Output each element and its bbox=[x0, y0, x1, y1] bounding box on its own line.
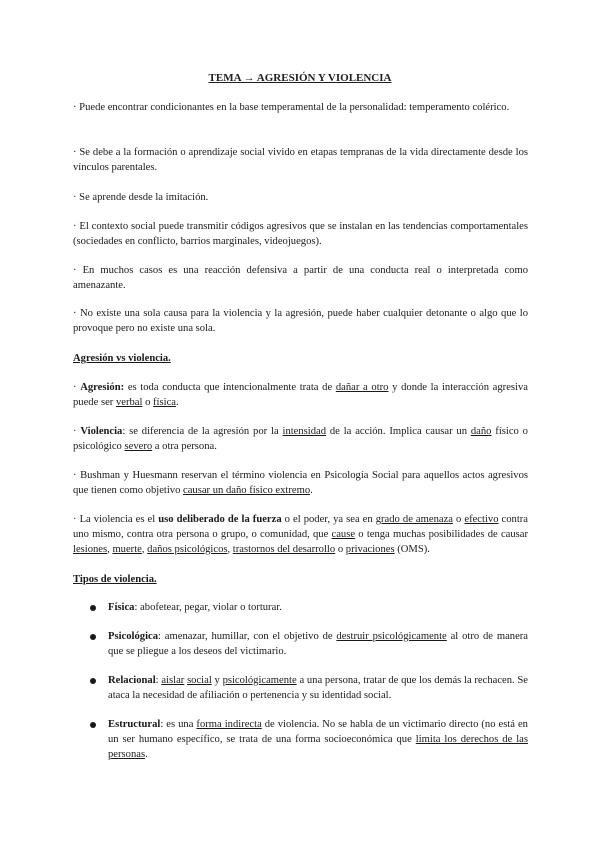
term: Relacional bbox=[108, 675, 156, 686]
section-heading-agresion-vs-violencia: Agresión vs violencia. bbox=[73, 353, 171, 364]
underlined-text: dañar a otro bbox=[335, 382, 389, 393]
definition-violencia bbox=[73, 424, 528, 454]
term: Psicológica bbox=[108, 631, 159, 642]
underlined-text: privaciones bbox=[345, 544, 395, 555]
text: contra uno mismo, contra otra persona o grupo, o comunidad, que bbox=[73, 514, 529, 540]
term: Estructural bbox=[108, 719, 161, 730]
list-item-relacional bbox=[108, 673, 528, 703]
text: o bbox=[142, 397, 154, 408]
underlined-text: social bbox=[187, 675, 212, 686]
underlined-text: efectivo bbox=[464, 514, 499, 525]
section-heading-tipos-de-violencia: Tipos de violencia. bbox=[73, 574, 157, 585]
bullet-icon bbox=[90, 678, 96, 684]
bullet-icon bbox=[90, 722, 96, 728]
bullet-icon bbox=[90, 634, 96, 640]
text: : amenazar, humillar, con el objetivo de bbox=[158, 631, 337, 642]
underlined-text: destruir psicológicamente bbox=[336, 631, 447, 642]
text: , bbox=[107, 544, 113, 555]
underlined-text: daño bbox=[470, 426, 492, 437]
text: , bbox=[141, 544, 148, 555]
underlined-text: física bbox=[153, 397, 176, 408]
text: · La violencia es el bbox=[73, 514, 159, 525]
text: o bbox=[452, 514, 465, 525]
oms-definition-paragraph bbox=[73, 512, 528, 557]
text: (OMS). bbox=[394, 544, 430, 555]
underlined-text: verbal bbox=[115, 397, 143, 408]
underlined-text: aislar bbox=[161, 675, 185, 686]
text: es toda conducta que intencionalmente trata de bbox=[124, 382, 336, 393]
term: Física bbox=[108, 602, 135, 613]
intro-paragraph-2: · Se debe a la formación o aprendizaje social vivido en etapas tempranas de la vida directamente desde los vínculos parentales. bbox=[73, 147, 528, 173]
intro-paragraph-5: · En muchos casos es una reacción defensiva a partir de una conducta real o interpretada como amenazante. bbox=[73, 265, 528, 291]
text: : abofetear, pegar, violar o torturar. bbox=[134, 602, 282, 613]
bushman-huesmann-paragraph bbox=[73, 468, 528, 498]
text: , bbox=[227, 544, 233, 555]
underlined-text: muerte bbox=[112, 544, 142, 555]
list-item-fisica bbox=[108, 600, 528, 615]
term: Agresión: bbox=[80, 382, 125, 393]
text: o bbox=[335, 544, 346, 555]
bold-text: uso deliberado de la fuerza bbox=[158, 514, 282, 525]
underlined-text: daños psicológicos bbox=[147, 544, 228, 555]
underlined-text: limita los derechos de las personas bbox=[108, 734, 528, 760]
text: . bbox=[175, 397, 179, 408]
underlined-text: trastornos del desarrollo bbox=[232, 544, 336, 555]
text: : bbox=[155, 675, 162, 686]
list-item-estructural bbox=[108, 717, 528, 762]
intro-paragraph-6: · No existe una sola causa para la violencia y la agresión, puede haber cualquier detonante o algo que lo provoque pero no existe una sola. bbox=[73, 308, 528, 334]
text: al otro de manera que se pliegue a los deseos del victimario. bbox=[108, 631, 529, 657]
text: físico o psicológico bbox=[73, 426, 528, 452]
text: · bbox=[73, 382, 81, 393]
text: : es una bbox=[160, 719, 197, 730]
intro-paragraph-3: · Se aprende desde la imitación. bbox=[73, 192, 209, 203]
intro-paragraph-4: · El contexto social puede transmitir códigos agresivos que se instalan en las tendencias comportamentales (sociedades en conflicto, barrios marginales, videojuegos). bbox=[73, 221, 528, 247]
text: . bbox=[310, 485, 313, 496]
intro-paragraph-1: · Puede encontrar condicionantes en la base temperamental de la personalidad: temperamento colérico. bbox=[73, 102, 510, 113]
term: Violencia bbox=[80, 426, 123, 437]
text: de la acción. Implica causar un bbox=[326, 426, 471, 437]
bullet-icon bbox=[90, 605, 96, 611]
underlined-text: cause bbox=[331, 529, 356, 540]
text: · bbox=[73, 426, 81, 437]
text: · Bushman y Huesmann reservan el término violencia en Psicología Social para aquellos actos agresivos que tienen como objetivo bbox=[73, 470, 528, 496]
underlined-text: psicológicamente bbox=[222, 675, 297, 686]
underlined-text: intensidad bbox=[282, 426, 327, 437]
list-item-psicologica bbox=[108, 629, 528, 659]
underlined-text: severo bbox=[124, 441, 153, 452]
text: de violencia. No se habla de un victimario directo (no está en un ser humano específico, se trata de una forma socioeconómica que bbox=[108, 719, 528, 745]
underlined-text: causar un daño físico extremo bbox=[183, 485, 311, 496]
underlined-text: forma indirecta bbox=[196, 719, 262, 730]
definition-agresion bbox=[73, 380, 528, 410]
text: a una persona, tratar de que los demás la rechacen. Se ataca la necesidad de afiliación o pertenencia y su identidad social. bbox=[108, 675, 529, 701]
text: . bbox=[145, 749, 148, 760]
page-title: TEMA → AGRESIÓN Y VIOLENCIA bbox=[208, 72, 392, 84]
text: y bbox=[211, 675, 223, 686]
text: a otra persona. bbox=[152, 441, 217, 452]
text: : se diferencia de la agresión por la bbox=[122, 426, 283, 437]
text: y donde la interacción agresiva puede ser bbox=[73, 382, 528, 408]
underlined-text: grado de amenaza bbox=[375, 514, 453, 525]
underlined-text: lesiones bbox=[73, 544, 108, 555]
text: o el poder, ya sea en bbox=[281, 514, 376, 525]
text: o tenga muchas posibilidades de causar bbox=[355, 529, 528, 540]
